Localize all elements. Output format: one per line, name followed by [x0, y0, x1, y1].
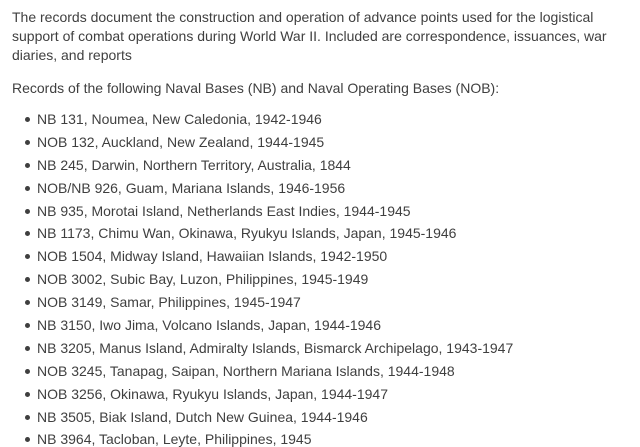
bullet-icon: [25, 369, 30, 374]
list-item: [25, 224, 630, 247]
list-item-text: NOB 3256, Okinawa, Ryukyu Islands, Japan, 1944-1947: [37, 385, 388, 402]
list-item: [25, 156, 630, 179]
bullet-icon: [25, 254, 30, 259]
list-item: [25, 430, 630, 447]
bullet-icon: [25, 277, 30, 282]
list-item: [25, 179, 630, 202]
bullet-icon: [25, 117, 30, 122]
intro-paragraph: The records document the construction and operation of advance points used for the logistical support of combat operations during World War II. Included are correspondence, issuances, war diaries, and reports: [12, 9, 607, 63]
list-item: [25, 133, 630, 156]
naval-bases-list: [12, 110, 630, 447]
list-item-text: NB 935, Morotai Island, Netherlands East Indies, 1944-1945: [37, 202, 411, 219]
list-item-text: NB 131, Noumea, New Caledonia, 1942-1946: [37, 111, 322, 127]
list-item-text: NB 3964, Tacloban, Leyte, Philippines, 1945: [37, 431, 312, 447]
list-item: [25, 408, 630, 431]
list-item-text: NB 3505, Biak Island, Dutch New Guinea, 1944-1946: [37, 408, 368, 425]
list-item: [25, 110, 630, 133]
bullet-icon: [25, 437, 30, 442]
bullet-icon: [25, 392, 30, 397]
list-item-text: NOB/NB 926, Guam, Mariana Islands, 1946-1956: [37, 179, 346, 196]
list-item-text: NOB 1504, Midway Island, Hawaiian Islands, 1942-1950: [37, 248, 388, 265]
bullet-icon: [25, 300, 30, 305]
bullet-icon: [25, 209, 30, 214]
list-item-text: NB 1173, Chimu Wan, Okinawa, Ryukyu Islands, Japan, 1945-1946: [37, 225, 457, 242]
list-item: [25, 270, 630, 293]
list-item: [25, 247, 630, 270]
bullet-icon: [25, 346, 30, 351]
list-item: [25, 202, 630, 225]
list-item-text: NB 3150, Iwo Jima, Volcano Islands, Japan, 1944-1946: [37, 317, 381, 334]
bullet-icon: [25, 323, 30, 328]
bullet-icon: [25, 415, 30, 420]
list-item: [25, 339, 630, 362]
bullet-icon: [25, 140, 30, 145]
list-item: [25, 316, 630, 339]
bullet-icon: [25, 231, 30, 236]
records-heading: Records of the following Naval Bases (NB) and Naval Operating Bases (NOB):: [12, 80, 500, 96]
list-item-text: NOB 3149, Samar, Philippines, 1945-1947: [37, 294, 301, 311]
list-item-text: NB 245, Darwin, Northern Territory, Australia, 1844: [37, 156, 351, 173]
list-item-text: NB 3205, Manus Island, Admiralty Islands, Bismarck Archipelago, 1943-1947: [37, 339, 514, 356]
list-item-text: NOB 3002, Subic Bay, Luzon, Philippines, 1945-1949: [37, 271, 369, 288]
list-item: [25, 385, 630, 408]
list-item: [25, 293, 630, 316]
bullet-icon: [25, 163, 30, 168]
list-item-text: NOB 132, Auckland, New Zealand, 1944-1945: [37, 133, 325, 150]
list-item: [25, 362, 630, 385]
list-item-text: NOB 3245, Tanapag, Saipan, Northern Mariana Islands, 1944-1948: [37, 362, 455, 379]
bullet-icon: [25, 186, 30, 191]
